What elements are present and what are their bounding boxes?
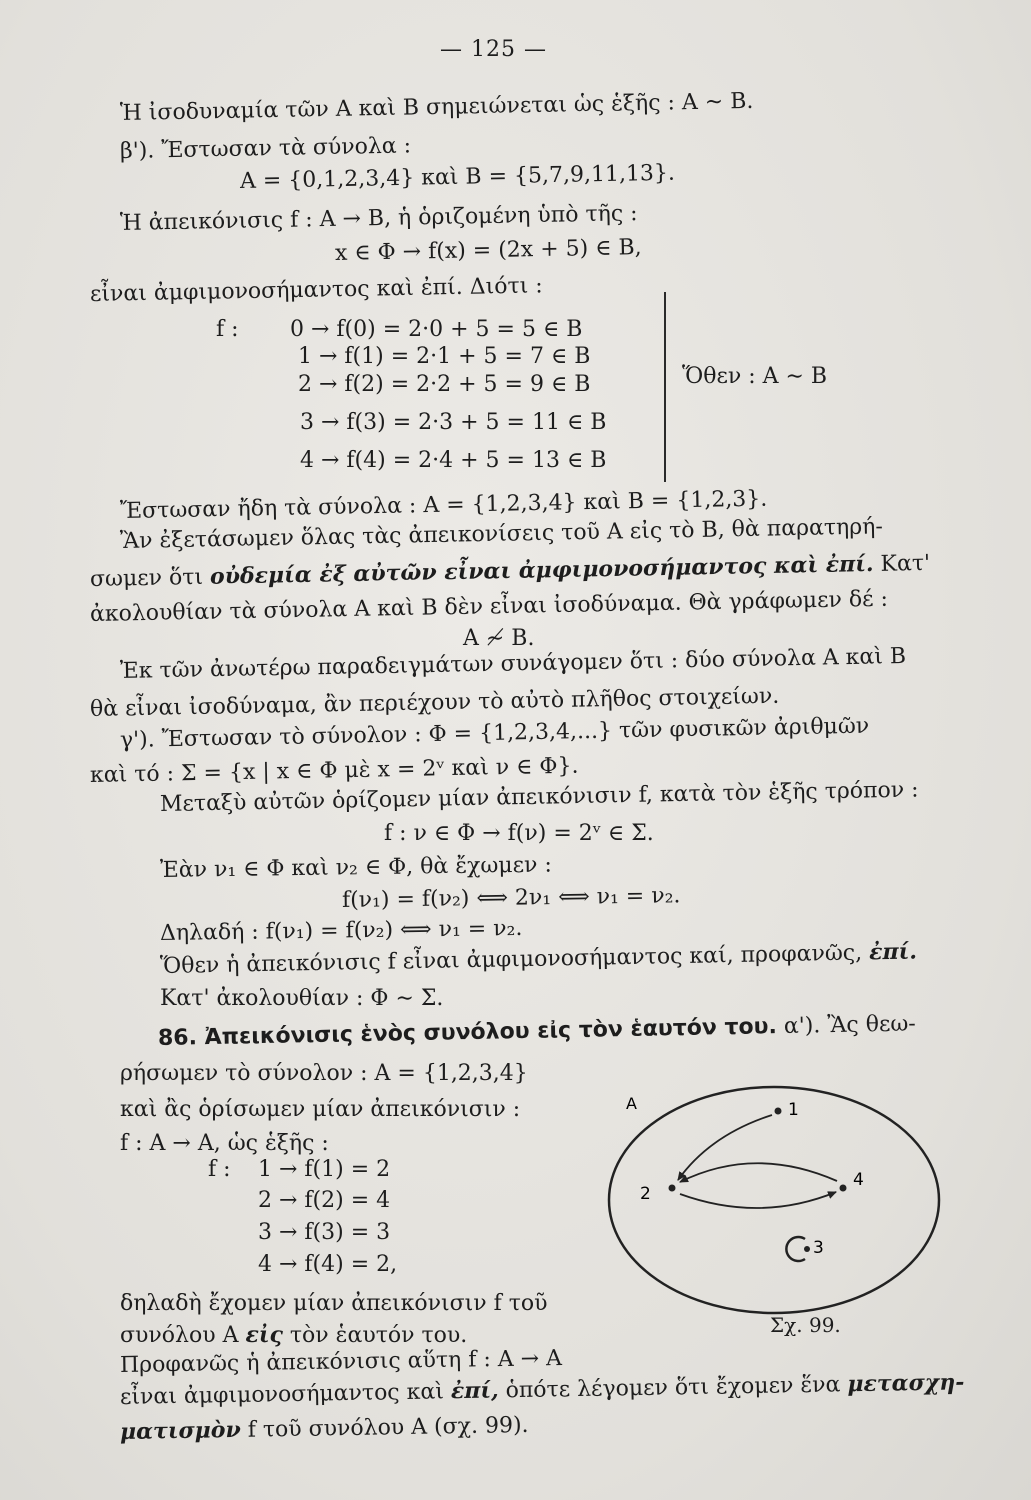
- section-heading: 86. Ἀπεικόνισις ἑνὸς συνόλου εἰς τὸν ἑαυτόν του. α'). Ἂς θεω-: [157, 1011, 916, 1051]
- arrow-2-to-4: [680, 1192, 836, 1208]
- mapping-f-label: f :: [216, 317, 239, 342]
- mapping-row: 4 → f(4) = 2·4 + 5 = 13 ∈ Β: [300, 448, 607, 473]
- set-diagram: [600, 1075, 960, 1325]
- mapping-row: 1 → f(1) = 2: [258, 1157, 391, 1182]
- formula-line: Α ≁ Β.: [463, 626, 535, 651]
- point-1: [775, 1108, 782, 1115]
- formula-line: f(ν₁) = f(ν₂) ⟺ 2ν₁ ⟺ ν₁ = ν₂.: [341, 883, 681, 913]
- text-line: ρήσωμεν τὸ σύνολον : Α = {1,2,3,4}: [120, 1061, 528, 1086]
- text-line: Μεταξὺ αὐτῶν ὁρίζομεν μίαν ἀπεικόνισιν f, κατὰ τὸν ἑξῆς τρόπον :: [159, 777, 919, 817]
- point-1-label: 1: [788, 1100, 799, 1120]
- vertical-rule: [664, 292, 666, 482]
- text-line: Κατ' ἀκολουθίαν : Φ ∼ Σ.: [160, 986, 444, 1011]
- point-4-label: 4: [853, 1170, 864, 1190]
- text-line: f : Α → Α, ὡς ἑξῆς :: [120, 1131, 329, 1156]
- set-label: A: [626, 1094, 637, 1113]
- point-4: [840, 1185, 847, 1192]
- text-line: Προφανῶς ἡ ἀπεικόνισις αὕτη f : Α → Α: [119, 1346, 563, 1378]
- text-line: δηλαδὴ ἔχομεν μίαν ἀπεικόνισιν f τοῦ: [120, 1291, 548, 1316]
- text-line: β'). Ἔστωσαν τὰ σύνολα :: [119, 133, 412, 164]
- text-line: Ὅθεν ἡ ἀπεικόνισις f εἶναι ἀμφιμονοσήμαντος καί, προφανῶς, ἐπί.: [159, 938, 918, 979]
- text-line: καὶ τό : Σ = {x | x ∈ Φ μὲ x = 2ᵛ καὶ ν ∈ Φ}.: [89, 753, 579, 788]
- text-line: Δηλαδή : f(ν₁) = f(ν₂) ⟺ ν₁ = ν₂.: [159, 915, 523, 946]
- mapping-row: 0 → f(0) = 2·0 + 5 = 5 ∈ Β: [290, 317, 583, 342]
- arrow-4-to-2: [680, 1163, 837, 1182]
- text-line: Ἂν ἐξετάσωμεν ὅλας τὰς ἀπεικονίσεις τοῦ Α εἰς τὸ Β, θὰ παρατηρή-: [119, 514, 883, 554]
- loop-3: [786, 1237, 805, 1261]
- text-line: εἶναι ἀμφιμονοσήμαντος καὶ ἐπί, ὁπότε λέγομεν ὅτι ἔχομεν ἕνα μετασχη-: [119, 1369, 965, 1410]
- figure-99: [600, 1075, 960, 1337]
- mapping-row: 2 → f(2) = 2·2 + 5 = 9 ∈ Β: [298, 372, 591, 397]
- mapping-f-label: f :: [208, 1157, 231, 1182]
- mapping-row: 3 → f(3) = 2·3 + 5 = 11 ∈ Β: [300, 410, 607, 435]
- text-line: θὰ εἶναι ἰσοδύναμα, ἂν περιέχουν τὸ αὐτὸ πλῆθος στοιχείων.: [89, 683, 780, 722]
- text-line: Ἔστωσαν ἤδη τὰ σύνολα : Α = {1,2,3,4} καὶ Β = {1,2,3}.: [119, 486, 768, 524]
- text-line: Ἡ ἀπεικόνισις f : Α → Β, ἡ ὁριζομένη ὑπὸ τῆς :: [119, 201, 638, 236]
- mapping-row: 2 → f(2) = 4: [258, 1188, 391, 1213]
- mapping-row: 4 → f(4) = 2,: [258, 1252, 398, 1277]
- point-2-label: 2: [640, 1184, 651, 1204]
- text-line: καὶ ἂς ὁρίσωμεν μίαν ἀπεικόνισιν :: [120, 1097, 521, 1122]
- text-line: γ'). Ἔστωσαν τὸ σύνολον : Φ = {1,2,3,4,...} τῶν φυσικῶν ἀριθμῶν: [119, 713, 870, 753]
- mapping-row: 1 → f(1) = 2·1 + 5 = 7 ∈ Β: [298, 344, 591, 369]
- text-line: εἶναι ἀμφιμονοσήμαντος καὶ ἐπί. Διότι :: [89, 273, 543, 307]
- mapping-row: 3 → f(3) = 3: [258, 1220, 391, 1245]
- figure-caption: Σχ. 99.: [770, 1313, 841, 1337]
- formula-line: x ∈ Φ → f(x) = (2x + 5) ∈ Β,: [334, 235, 642, 266]
- text-line: Ἡ ἰσοδυναμία τῶν Α καὶ Β σημειώνεται ὡς ἑξῆς : Α ∼ Β.: [119, 88, 754, 126]
- text-line: σωμεν ὅτι οὐδεμία ἐξ αὐτῶν εἶναι ἀμφιμονοσήμαντος καὶ ἐπί. Κατ': [89, 550, 931, 592]
- point-2: [669, 1185, 676, 1192]
- formula-line: f : ν ∈ Φ → f(ν) = 2ᵛ ∈ Σ.: [384, 821, 654, 846]
- conclusion: Ὅθεν : Α ∼ Β: [682, 364, 828, 389]
- point-3: [804, 1246, 810, 1252]
- page-number: — 125 —: [440, 37, 547, 62]
- text-line: ἀκολουθίαν τὰ σύνολα Α καὶ Β δὲν εἶναι ἰσοδύναμα. Θὰ γράφωμεν δέ :: [89, 586, 889, 627]
- point-3-label: 3: [813, 1238, 824, 1258]
- text-line: συνόλου Α εἰς τὸν ἑαυτόν του.: [120, 1322, 468, 1348]
- text-line: Ἐκ τῶν ἀνωτέρω παραδειγμάτων συνάγομεν ὅτι : δύο σύνολα Α καὶ Β: [119, 643, 907, 684]
- arrow-1-to-2: [678, 1115, 772, 1180]
- formula-line: Α = {0,1,2,3,4} καὶ Β = {5,7,9,11,13}.: [239, 160, 676, 194]
- set-boundary: [609, 1087, 939, 1313]
- text-line: Ἐὰν ν₁ ∈ Φ καὶ ν₂ ∈ Φ, θὰ ἔχωμεν :: [159, 852, 552, 883]
- text-line: ματισμὸν f τοῦ συνόλου Α (σχ. 99).: [119, 1412, 529, 1445]
